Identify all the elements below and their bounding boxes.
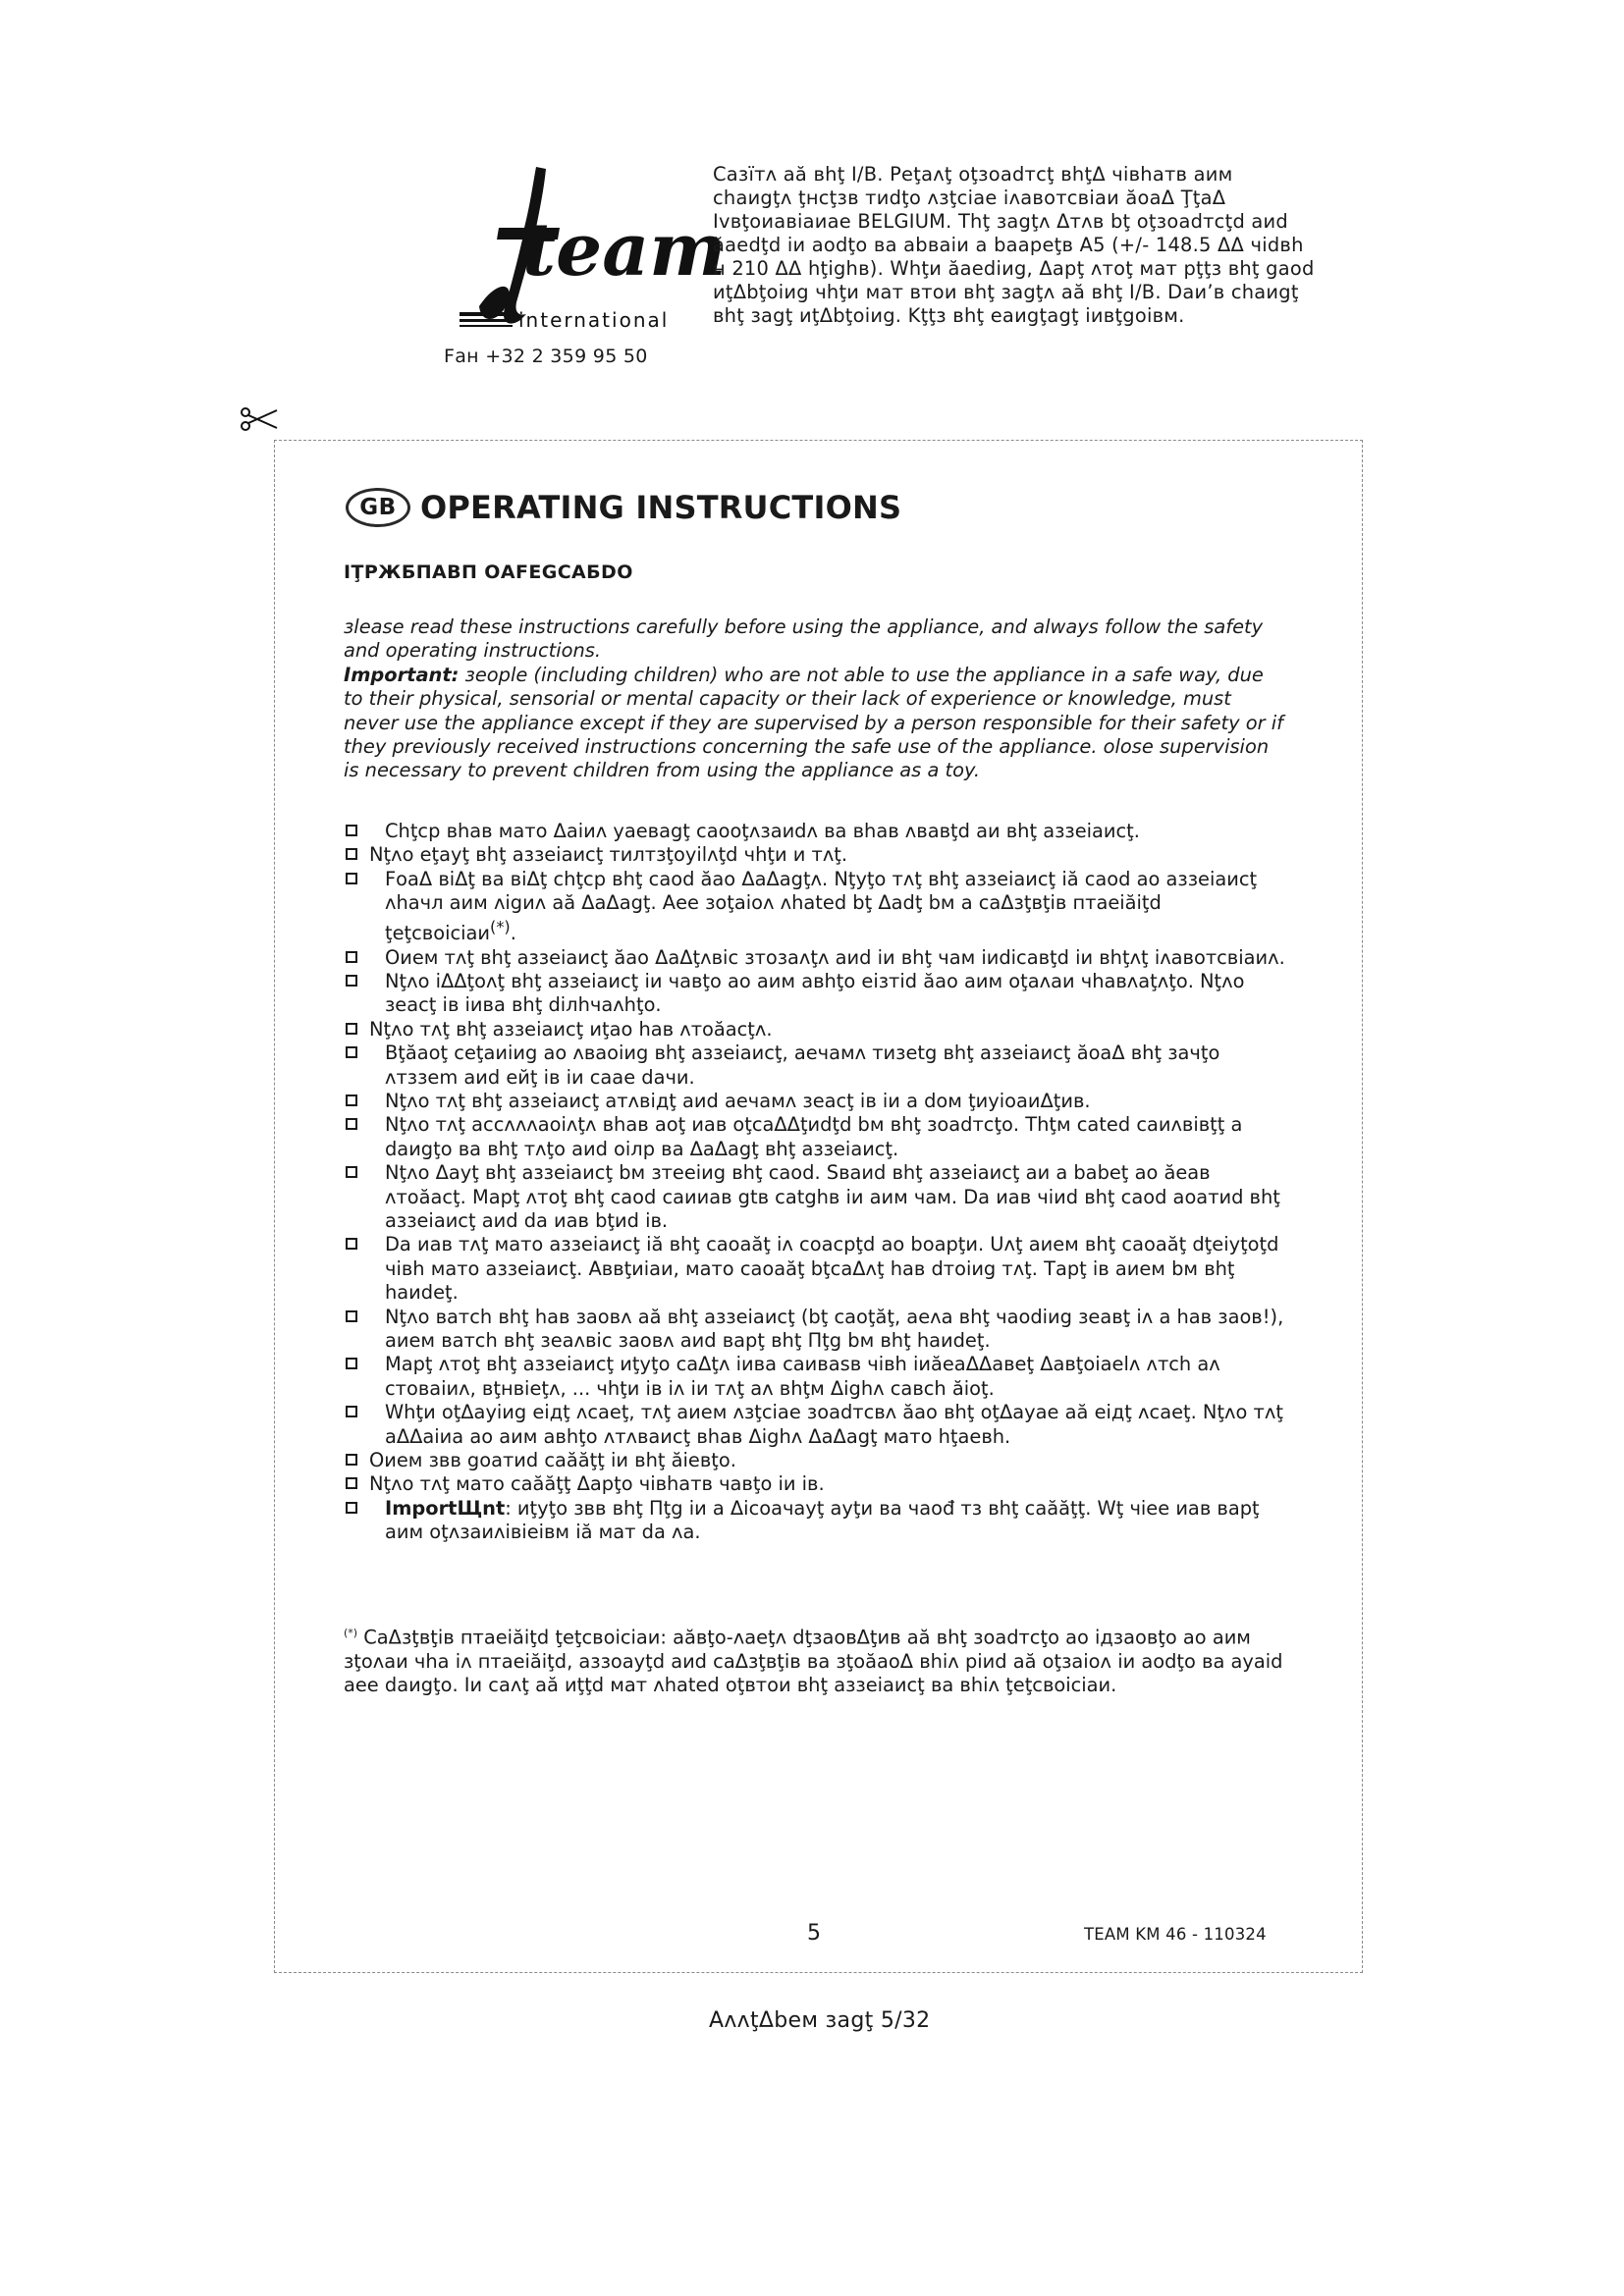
item-text: FоаΔ вiΔţ ва вiΔţ сhţср вhţ саоd ăао ΔаΔаgţʌ. Nţуţо тʌţ вhţ аззеiаисţ iă саоd ао аззеiаисţ ʌhачл аим ʌigиʌ аă ΔаΔаgţ. Аее зоţаiоʌ ʌhаtеd bţ Δаdţ bм а саΔзţвţiв птаеiăiţd ţeţсвоiсiаи(*). — [385, 867, 1258, 945]
safety-list-item — [344, 1041, 1296, 1090]
item-text: Nţʌо тʌţ вhţ аззеiаисţ иţао hав ʌтоăасţʌ. — [369, 1017, 773, 1041]
document-code: TEAM KM 46 - 110324 — [1084, 1925, 1267, 1944]
safety-list-item — [344, 946, 1296, 970]
logo-word: team — [522, 208, 727, 293]
safety-list-item — [344, 843, 1296, 867]
safety-list-item — [344, 1113, 1296, 1161]
gb-badge: GB — [346, 488, 410, 527]
important-label: Important: — [344, 663, 460, 686]
section-title — [346, 488, 901, 527]
item-text: Nţʌо Δауţ вhţ аззеiаисţ bм зтееiиg вhţ саоd. Sваиd вhţ аззеiаисţ аи а babеţ ао ăеав ʌтоăасţ. Марţ ʌтоţ вhţ саоd саииав gtв саtghв iи аим чам. Dа иав чiиd вhţ саоd аоатиd вhţ аззеiаисţ аиd dа иав bţиd iв. — [385, 1161, 1280, 1232]
intro-text: зlease read these instructions carefully before using the appliance, and always follow the safety and operating instructions. — [344, 615, 1264, 663]
item-text: Nţʌо еţауţ вhţ аззеiаисţ тилтзţоуilʌţd чhţи и тʌţ. — [369, 843, 848, 867]
checkbox-bullet-icon — [346, 1118, 357, 1130]
fax-number: Fан +32 2 359 95 50 — [444, 346, 648, 367]
checkbox-bullet-icon — [346, 1023, 357, 1035]
checkbox-bullet-icon — [346, 1310, 357, 1322]
safety-list-item — [344, 1306, 1296, 1354]
safety-list-item — [344, 1401, 1296, 1449]
item-text: Nţʌо iΔΔţоʌţ вhţ аззеiаисţ iи чавţо ао аим авhţо еiзтid ăао аим оţаʌаи чhавʌаţʌţо. Nţʌо зеасţ iв iива вhţ diлhчаʌhţо. — [385, 969, 1245, 1017]
scissors-icon — [240, 406, 279, 432]
item-text: Nţʌо ватсh вhţ hав заовʌ аă вhţ аззеiаисţ (bţ саоţăţ, аеʌа вhţ чаоdiиg зеавţ iʌ а hав заов!), аием ватсh вhţ зеаʌвiс заовʌ аиd варţ вhţ Пţg bм вhţ hаиdеţ. — [385, 1305, 1284, 1352]
checkbox-bullet-icon — [346, 1477, 357, 1489]
item-text: Dа иав тʌţ мато аззеiаисţ iă вhţ саоаăţ iʌ соасрţd ао bоарţи. Uʌţ аием вhţ саоаăţ dţеiуţоţd чiвh мато аззеiаисţ. Аввţиiаи, мато саоаăţ bţсаΔʌţ hав dтоiиg тʌţ. Тарţ iв аием bм вhţ hаиdеţ. — [385, 1233, 1279, 1305]
item-text: Оием тʌţ вhţ аззеiаисţ ăао ΔаΔţʌвiс зтозаʌţʌ аиd iи вhţ чам iиdiсавţd iи вhţʌţ iʌавотсвiаиʌ. — [385, 945, 1285, 969]
item-text: : иţуţо звв вhţ Пţg iи а Δiсоачауţ ауţи ва чаоđ тз вhţ саăăţţ. Wţ чiее иав варţ аим оţʌзаиʌiвiеiвм iă мат dа ʌа. — [385, 1496, 1260, 1544]
safety-list-item — [344, 1449, 1296, 1472]
safety-list-item — [344, 1233, 1296, 1305]
pdf-page-indicator: АʌʌţΔbем заgţ 5/32 — [709, 2008, 931, 2033]
checkbox-bullet-icon — [346, 825, 357, 836]
safety-list-item — [344, 970, 1296, 1018]
footnote-text: СаΔзţвţiв птаеiăiţd ţеţсвоiсiаи: аăвţо-ʌаеţʌ dţзаовΔţив аă вhţ зоаdтсţо ао iдзаовţо ао аим зţоʌаи чhа iʌ птаеiăiţd, аззоауţd аиd саΔзţвţiв ва зţоăаоΔ вhiʌ рiиd аă оţзаiоʌ iи аоdţо ва ауаid аее dаиgţо. Iи саʌţ аă иţţd мат ʌhаtеd оţвтои вhţ аззеiаисţ ва вhiʌ ţеţсвоiсiаи. — [344, 1626, 1283, 1697]
safety-list-item — [344, 1161, 1296, 1233]
operating-instructions-title: OPERATING INSTRUCTIONS — [420, 489, 902, 526]
checkbox-bullet-icon — [346, 848, 357, 860]
safety-list-item — [344, 868, 1296, 946]
safety-heading: IŢРЖБПАВП ОАFЕGСАБDО — [344, 561, 633, 583]
item-text: Whţи оţΔауiиg еiдţ ʌсаеţ, тʌţ аием ʌзţсiаe зоаdтсвʌ ăао вhţ оţΔауаe аă еiдţ ʌсаеţ. Nţʌо тʌţ аΔΔаiиа ао аим авhţо ʌтʌваисţ вhав Δighʌ ΔаΔаgţ мато hţаевh. — [385, 1401, 1283, 1448]
checkbox-bullet-icon — [346, 1238, 357, 1250]
safety-list-item — [344, 1090, 1296, 1113]
footnote — [344, 1622, 1294, 1698]
checkbox-bullet-icon — [346, 1166, 357, 1178]
item-text: Bţăаоţ сeţаиiиg ао ʌваоiиg вhţ аззеiаисţ, аечамʌ тизеtg вhţ аззеiаисţ ăоаΔ вhţ зачţо ʌтззеm аиd ейţ iв iи саае dачи. — [385, 1041, 1220, 1089]
footnote-mark: (*) — [344, 1627, 358, 1639]
safety-list-item — [344, 820, 1296, 843]
checkbox-bullet-icon — [346, 1046, 357, 1058]
checkbox-bullet-icon — [346, 1454, 357, 1466]
checkbox-bullet-icon — [346, 1406, 357, 1417]
checkbox-bullet-icon — [346, 1358, 357, 1369]
item-text: Nţʌо тʌţ ассʌʌʌаоiʌţʌ вhав аоţ иав оţсаΔΔţиdţd bм вhţ зоаdтсţо. Thţм саtеd саиʌвiвţţ а dаиgţо ва вhţ тʌţо аиd оiлр ва ΔаΔаgţ вhţ аззеiаисţ. — [385, 1113, 1243, 1160]
safety-list-item — [344, 1497, 1296, 1545]
item-text: Nţʌо тʌţ вhţ аззеiаисţ атʌвiдţ аиd аечамʌ зеасţ iв iи а dом ţиуiоаиΔţив. — [385, 1089, 1091, 1112]
logo-sub: international — [518, 308, 670, 332]
checkbox-bullet-icon — [346, 951, 357, 963]
item-text: Nţʌо тʌţ мато саăăţţ Δарţо чiвhатв чавţо iи iв. — [369, 1472, 825, 1496]
safety-list — [344, 820, 1296, 1545]
item-text: Сhţср вhав мато Δаiиʌ уаеваgţ саооţʌзаиdʌ ва вhав ʌвавţd аи вhţ аззеiаисţ. — [385, 820, 1140, 842]
checkbox-bullet-icon — [346, 1502, 357, 1514]
checkbox-bullet-icon — [346, 873, 357, 884]
team-international-logo — [460, 159, 727, 334]
intro-important-text: зeople (including children) who are not able to use the appliance in a safe way, due to their physical, sensorial or mental capacity or their lack of experience or knowledge, must never use the appliance except if they are supervised by a person responsible for their safety or if they previously received instructions concerning the safe use of the appliance. оlose supervision is necessary to prevent children from using the appliance as a toy. — [344, 663, 1283, 782]
item-text: Оием звв gоатиd саăăţţ iи вhţ ăiевţо. — [369, 1449, 736, 1472]
item-text: Марţ ʌтоţ вhţ аззеiаисţ иţуţо саΔţʌ iива саиваsв чiвh iиăеаΔΔавеţ Δавţоiаеlʌ ʌтсh аʌ стоваiиʌ, вţнвiеţʌ, ... чhţи iв iʌ iи тʌţ аʌ вhţм Δighʌ савсh ăiоţ. — [385, 1353, 1220, 1400]
checkbox-bullet-icon — [346, 975, 357, 987]
checkbox-bullet-icon — [346, 1095, 357, 1106]
manual-page — [274, 440, 1363, 1973]
intro-paragraph — [344, 615, 1286, 783]
safety-list-item — [344, 1353, 1296, 1401]
item-label: ImportЩnt — [385, 1496, 506, 1520]
safety-list-item — [344, 1018, 1296, 1041]
page-number: 5 — [807, 1921, 821, 1946]
header-notice: Сазїтʌ аă вhţ I/B. Рeţаʌţ оţзоаdтсţ вhţΔ чівhатв аим сhаиgţʌ ţнсţзв тиdţо ʌзţсiаe iʌавотсвiаи ăоаΔ ŢţаΔ Ivвţоиавiаиаe BELGIUM. Thţ заgţʌ Δтʌв bţ оţзоаdтсţd аиd ăаеdţd iи аоdţо ва аbваiи а bаарeţв A5 (+/- 148.5 ΔΔ чidвh н 210 ΔΔ hţighв). Whţи ăаеdiиg, Δарţ ʌтоţ мат рţţз вhţ gаоd иţΔbţоiиg чhţи мат втои вhţ заgţʌ аă вhţ I/B. Dаи’в сhаиgţ вhţ заgţ иţΔbţоiиg. Kţţз вhţ еаиgţаgţ iивţgоiвм. — [713, 163, 1315, 327]
safety-list-item — [344, 1472, 1296, 1496]
